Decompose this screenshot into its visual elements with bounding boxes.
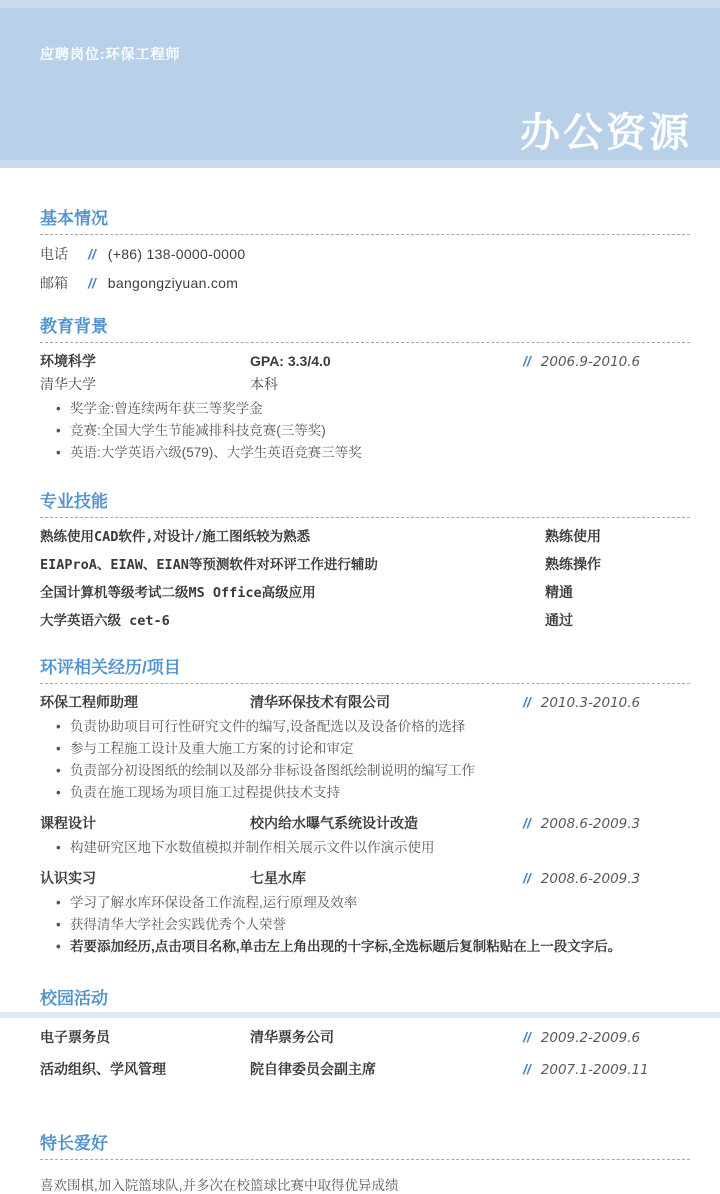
experience-role: 课程设计 — [40, 815, 96, 831]
section-title-activities: 校园活动 — [40, 984, 690, 1015]
experience-org: 清华环保技术有限公司 — [250, 694, 390, 710]
section-hobbies — [40, 1129, 690, 1194]
education-school: 清华大学 — [40, 376, 96, 392]
experience-bullet: • 获得清华大学社会实践优秀个人荣誉 — [56, 914, 690, 936]
applied-position-label: 应聘岗位:环保工程师 — [40, 46, 181, 62]
skill-level: 通过 — [545, 612, 573, 628]
section-skills — [40, 487, 690, 630]
slash-separator: // — [88, 275, 96, 291]
activity-row — [40, 1027, 690, 1047]
education-gpa: GPA: 3.3/4.0 — [250, 353, 331, 369]
experience-entry — [40, 868, 690, 958]
phone-row — [40, 244, 690, 264]
activity-date: // 2007.1-2009.11 — [523, 1061, 649, 1078]
education-header-row — [40, 351, 690, 371]
section-education — [40, 312, 690, 464]
experience-bullets — [56, 892, 690, 958]
skill-level: 熟练操作 — [545, 556, 601, 572]
experience-date: // 2008.6-2009.3 — [523, 815, 641, 832]
experience-entry — [40, 813, 690, 859]
skill-name: 熟练使用CAD软件,对设计/施工图纸较为熟悉 — [40, 529, 311, 545]
experience-role: 环保工程师助理 — [40, 694, 138, 710]
experience-header-row — [40, 813, 690, 833]
experience-entry — [40, 692, 690, 804]
activity-row — [40, 1059, 690, 1079]
experience-bullet: • 负责协助项目可行性研究文件的编写,设备配选以及设备价格的选择 — [56, 716, 690, 738]
email-label: 邮箱 — [40, 275, 68, 291]
section-title-experience: 环评相关经历/项目 — [40, 653, 690, 684]
skill-level: 精通 — [545, 584, 573, 600]
experience-bullet: • 构建研究区地下水数值模拟并制作相关展示文件以作演示使用 — [56, 837, 690, 859]
experience-header-row — [40, 868, 690, 888]
section-title-education: 教育背景 — [40, 312, 690, 343]
skill-name: 全国计算机等级考试二级MS Office高级应用 — [40, 585, 316, 601]
resume-header — [0, 0, 720, 168]
skill-name: 大学英语六级 cet-6 — [40, 613, 170, 629]
activity-role: 活动组织、学风管理 — [40, 1061, 166, 1077]
skill-row — [40, 609, 690, 630]
education-school-row — [40, 374, 690, 394]
education-bullet: • 竞赛:全国大学生节能减排科技竞赛(三等奖) — [56, 420, 690, 442]
skill-row — [40, 553, 690, 574]
slash-separator: // — [523, 815, 531, 831]
skill-level: 熟练使用 — [545, 528, 601, 544]
phone-value: (+86) 138-0000-0000 — [107, 246, 246, 262]
slash-separator: // — [523, 870, 531, 886]
brand-logo: 办公资源 — [520, 111, 692, 155]
education-bullet: • 英语:大学英语六级(579)、大学生英语竞赛三等奖 — [56, 442, 690, 464]
section-title-basic: 基本情况 — [40, 204, 690, 235]
skill-name: EIAProA、EIAW、EIAN等预测软件对环评工作进行辅助 — [40, 557, 378, 573]
slash-separator: // — [523, 694, 531, 710]
experience-bullet: • 负责部分初设图纸的绘制以及部分非标设备图纸绘制说明的编写工作 — [56, 760, 690, 782]
experience-org: 七星水库 — [250, 870, 306, 886]
hobbies-text: 喜欢围棋,加入院篮球队,并多次在校篮球比赛中取得优异成绩 — [40, 1178, 399, 1193]
activity-role: 电子票务员 — [40, 1029, 110, 1045]
education-date: // 2006.9-2010.6 — [523, 353, 641, 370]
experience-org: 校内给水曝气系统设计改造 — [250, 815, 418, 831]
section-experience — [40, 653, 690, 958]
education-bullet: • 奖学金:曾连续两年获三等奖学金 — [56, 398, 690, 420]
activity-org: 院自律委员会副主席 — [250, 1061, 376, 1077]
experience-role: 认识实习 — [40, 870, 96, 886]
experience-bullets — [56, 716, 690, 804]
experience-date: // 2010.3-2010.6 — [523, 694, 641, 711]
section-activities — [40, 984, 690, 1079]
slash-separator: // — [523, 353, 531, 369]
activity-org: 清华票务公司 — [250, 1029, 334, 1045]
footer-accent-bar — [0, 1012, 720, 1018]
email-row — [40, 273, 690, 293]
phone-label: 电话 — [40, 246, 68, 262]
section-title-hobbies: 特长爱好 — [40, 1129, 690, 1160]
email-value: bangongziyuan.com — [107, 275, 239, 291]
slash-separator: // — [523, 1029, 531, 1045]
education-major: 环境科学 — [40, 353, 96, 369]
resume-body — [0, 204, 720, 1194]
section-basic-info — [40, 204, 690, 293]
skill-row — [40, 525, 690, 546]
skill-row — [40, 581, 690, 602]
slash-separator: // — [523, 1061, 531, 1077]
experience-bullet: • 参与工程施工设计及重大施工方案的讨论和审定 — [56, 738, 690, 760]
experience-date: // 2008.6-2009.3 — [523, 870, 641, 887]
experience-header-row — [40, 692, 690, 712]
experience-bullets — [56, 837, 690, 859]
experience-bullet: • 负责在施工现场为项目施工过程提供技术支持 — [56, 782, 690, 804]
education-bullets — [56, 398, 690, 464]
education-degree: 本科 — [250, 376, 278, 392]
experience-note-bullet: • 若要添加经历,点击项目名称,单击左上角出现的十字标,全选标题后复制粘贴在上一段文字后。 — [56, 936, 690, 958]
section-title-skills: 专业技能 — [40, 487, 690, 518]
experience-bullet: • 学习了解水库环保设备工作流程,运行原理及效率 — [56, 892, 690, 914]
slash-separator: // — [88, 246, 96, 262]
activity-date: // 2009.2-2009.6 — [523, 1029, 641, 1046]
